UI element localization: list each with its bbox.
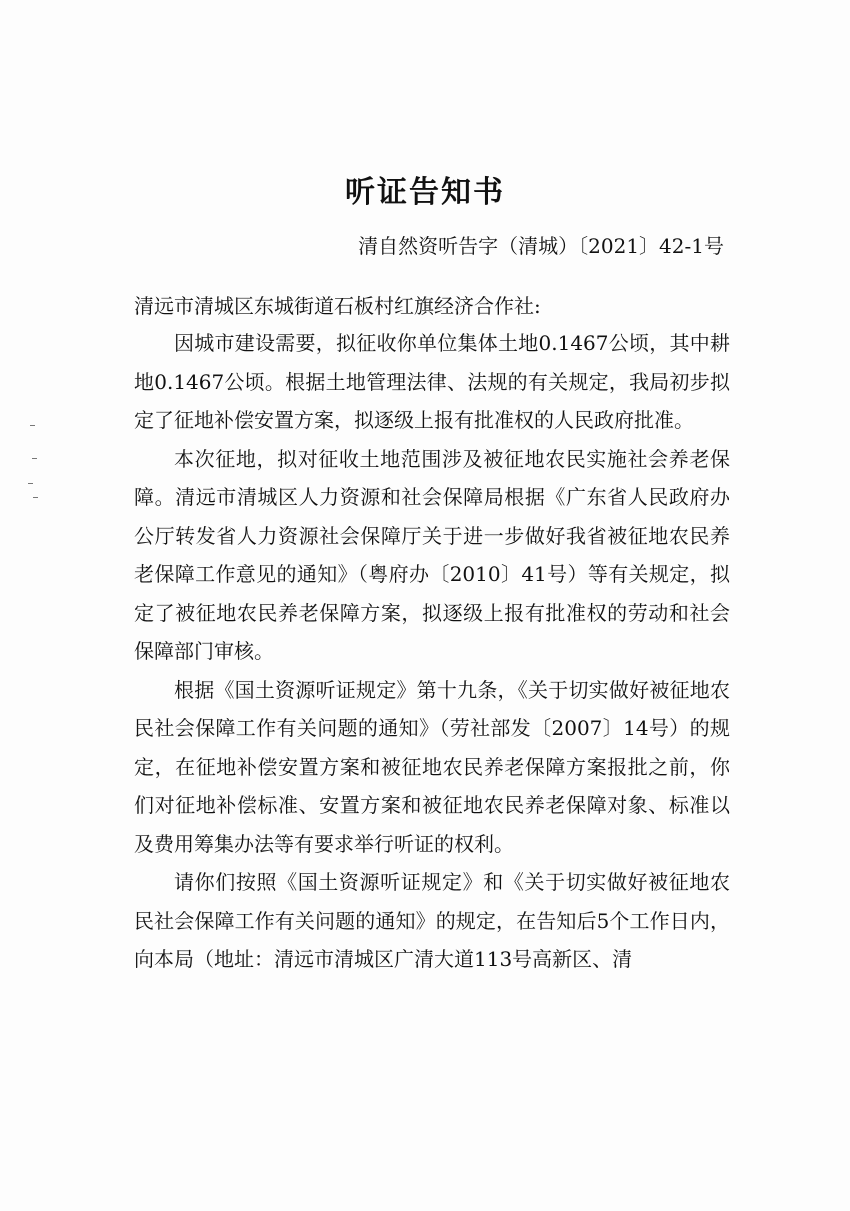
body-paragraph: 本次征地，拟对征收土地范围涉及被征地农民实施社会养老保障。清远市清城区人力资源和社会保障局根据《广东省人民政府办公厅转发省人力资源社会保障厅关于进一步做好我省被征地农民养老保障工作意见的通知》（粤府办〔2010〕41号）等有关规定，拟定了被征地农民养老保障方案，拟逐级上报有批准权的劳动和社会保障部门审核。 — [134, 446, 730, 663]
addressee-line: 清远市清城区东城街道石板村红旗经济合作社: — [134, 294, 541, 318]
document-title: 听证告知书 — [345, 175, 505, 210]
scan-speck — [32, 458, 37, 459]
scan-speck — [33, 497, 38, 498]
scan-speck — [30, 425, 35, 426]
document-number: 清自然资听告字（清城）〔2021〕42-1号 — [358, 234, 724, 258]
document-body — [134, 324, 730, 979]
body-paragraph: 根据《国土资源听证规定》第十九条，《关于切实做好被征地农民社会保障工作有关问题的通知》（劳社部发〔2007〕14号）的规定，在征地补偿安置方案和被征地农民养老保障方案报批之前，你们对征地补偿标准、安置方案和被征地农民养老保障对象、标准以及费用筹集办法等有要求举行听证的权利。 — [134, 677, 730, 856]
scan-speck — [28, 483, 33, 484]
body-paragraph: 请你们按照《国土资源听证规定》和《关于切实做好被征地农民社会保障工作有关问题的通知》的规定，在告知后5个工作日内，向本局（地址：清远市清城区广清大道113号高新区、清 — [134, 870, 730, 971]
body-paragraph: 因城市建设需要，拟征收你单位集体土地0.1467公顷，其中耕地0.1467公顷。根据土地管理法律、法规的有关规定，我局初步拟定了征地补偿安置方案，拟逐级上报有批准权的人民政府批准。 — [134, 331, 730, 432]
